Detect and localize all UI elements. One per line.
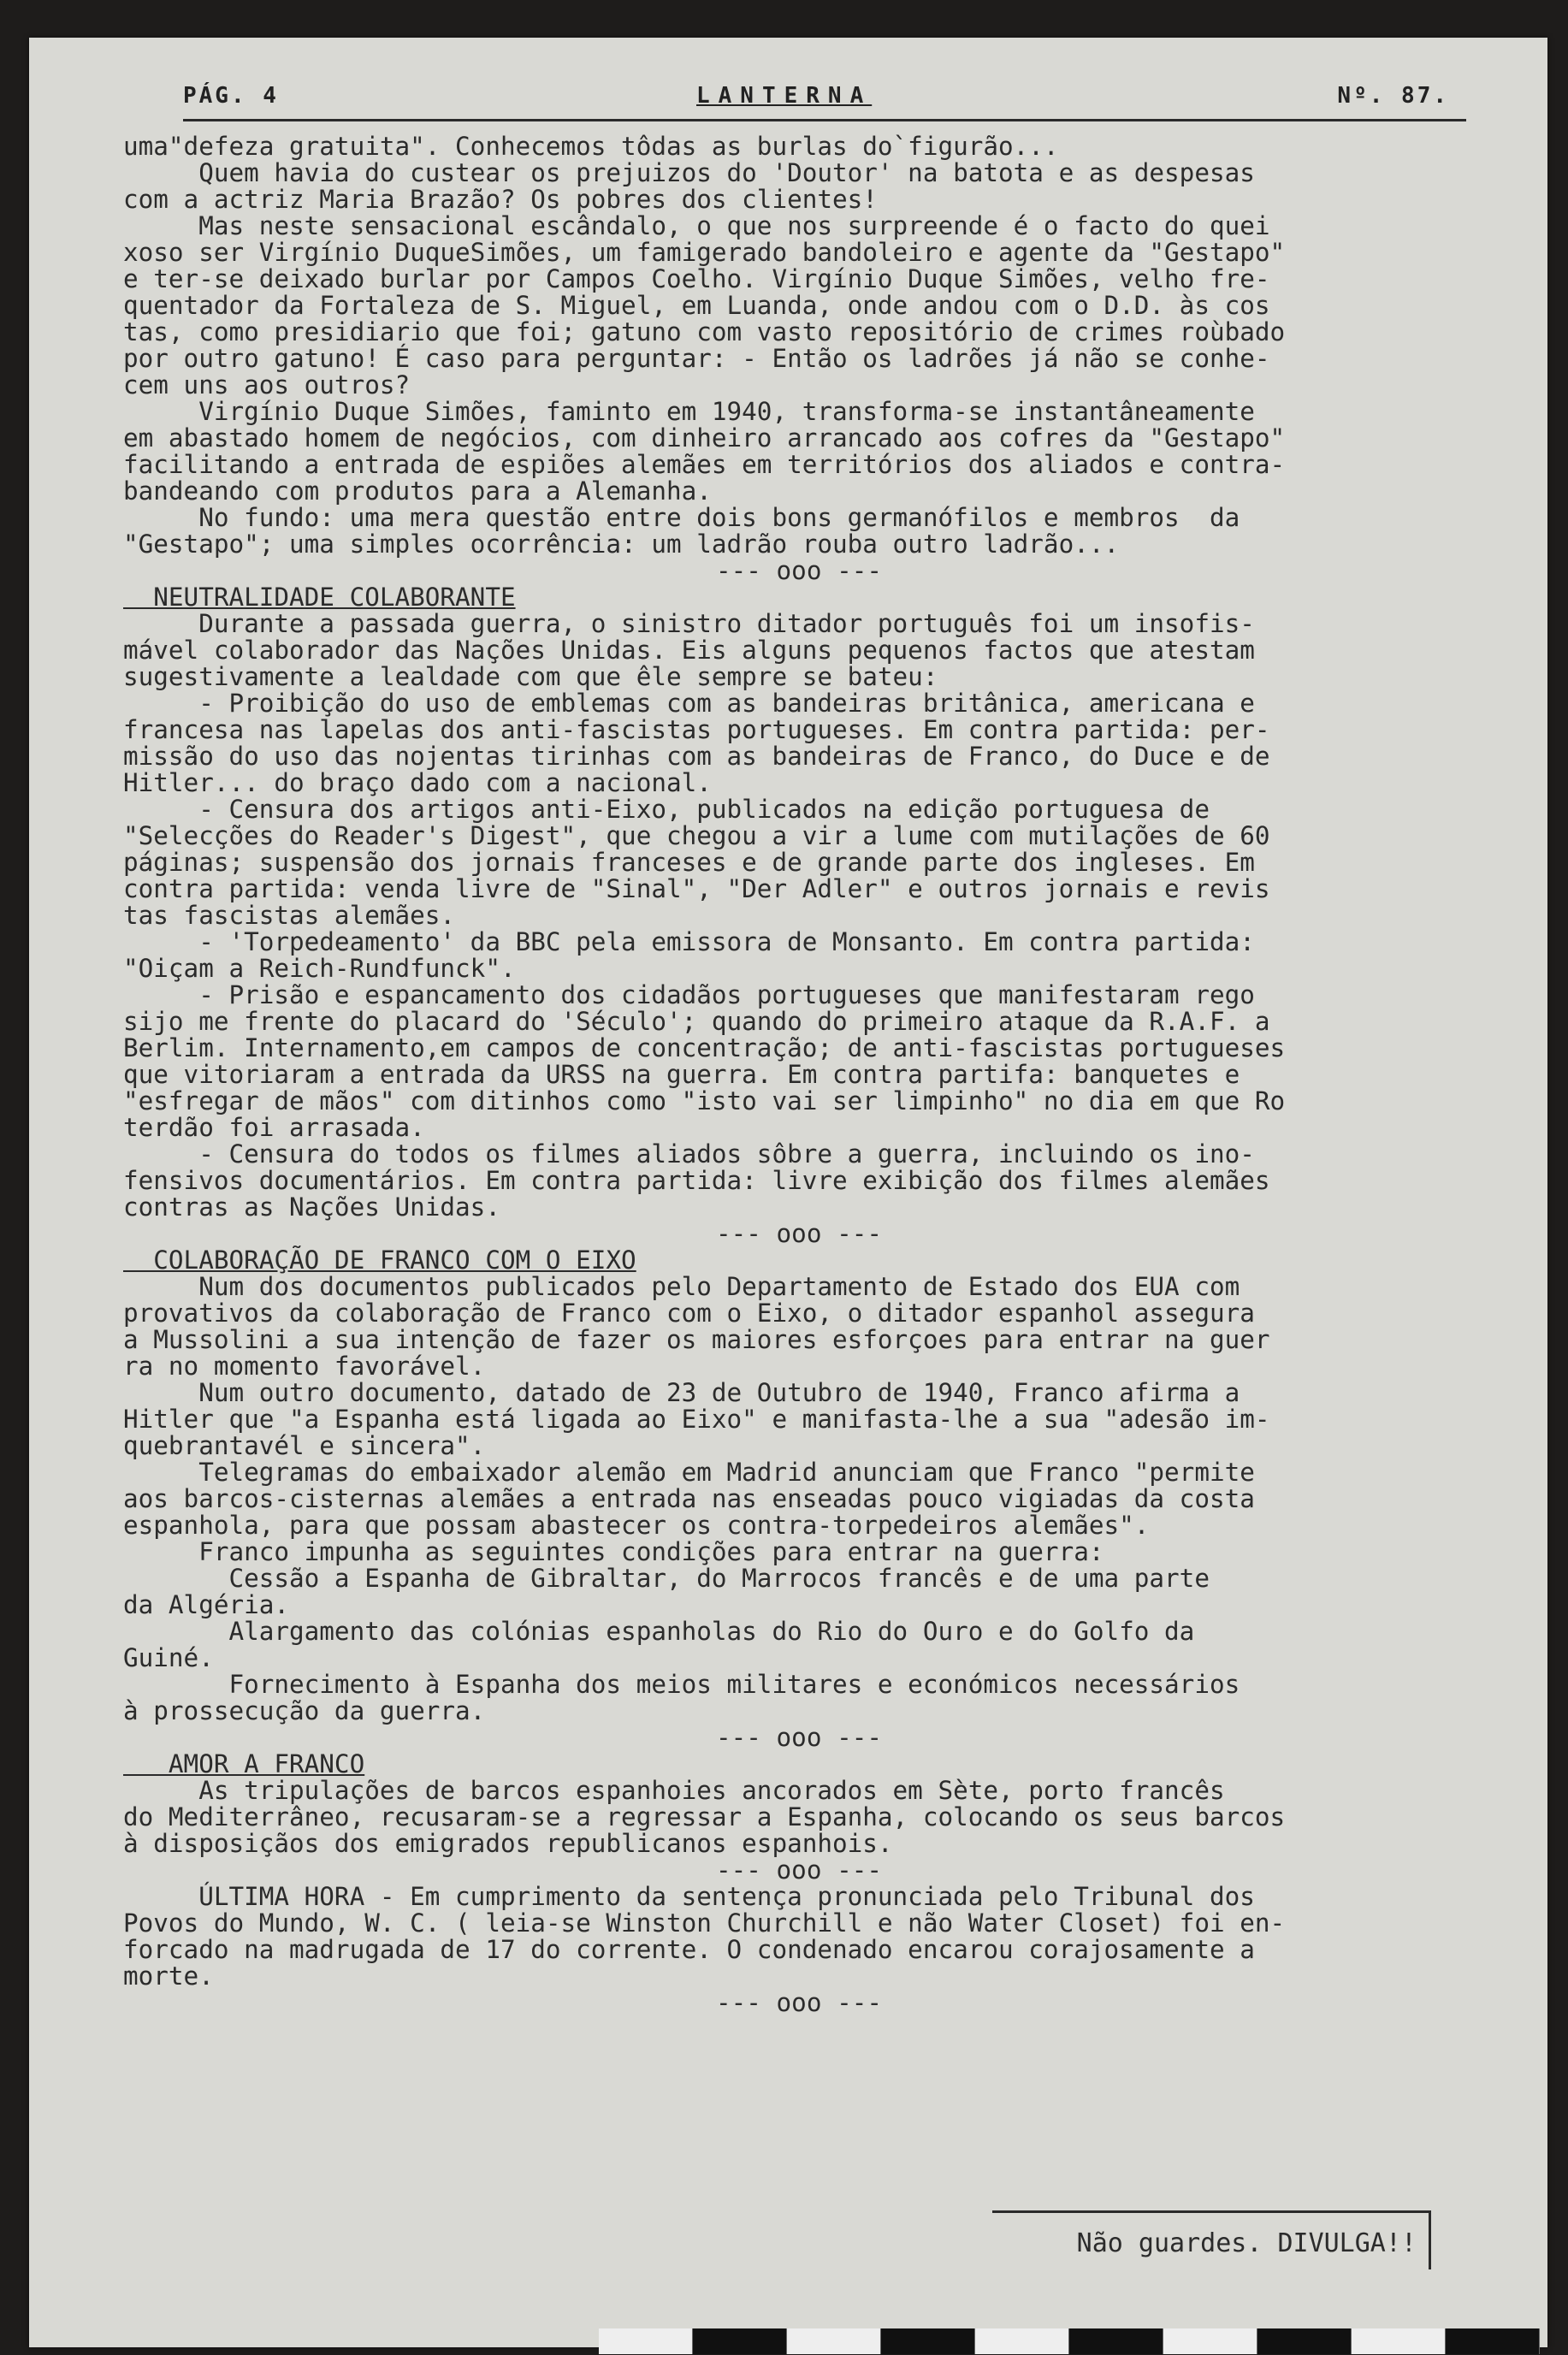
- section-separator: --- ooo ---: [715, 1219, 883, 1248]
- page-number: PÁG. 4: [183, 83, 279, 109]
- text-line: forcado na madrugada de 17 do corrente. O condenado encarou corajosamente a: [123, 1935, 1255, 1964]
- text-line: sijo me frente do placard do 'Século'; quando do primeiro ataque da R.A.F. a: [123, 1007, 1270, 1036]
- scale-segment: [975, 2328, 1069, 2354]
- text-line: - Censura dos artigos anti-Eixo, publicados na edição portuguesa de: [123, 795, 1210, 824]
- closing-text: Não guardes. DIVULGA!!: [1076, 2228, 1417, 2258]
- text-line: Quem havia do custear os prejuizos do 'Doutor' na batota e as despesas: [123, 158, 1255, 187]
- text-line: que vitoriaram a entrada da URSS na guerra. Em contra partifa: banquetes e: [123, 1060, 1240, 1089]
- section-separator: --- ooo ---: [715, 1723, 883, 1752]
- text-line: uma"defeza gratuita". Conhecemos tôdas as burlas do`figurão...: [123, 132, 1059, 161]
- scale-segment: [1446, 2328, 1540, 2354]
- text-line: missão do uso das nojentas tirinhas com as bandeiras de Franco, do Duce e de: [123, 742, 1270, 771]
- text-line: quentador da Fortaleza de S. Miguel, em Luanda, onde andou com o D.D. às cos: [123, 291, 1270, 320]
- section-heading: COLABORAÇÃO DE FRANCO COM O EIXO: [123, 1246, 636, 1275]
- text-line: contra partida: venda livre de "Sinal", "Der Adler" e outros jornais e revis: [123, 874, 1270, 903]
- text-line: ÚLTIMA HORA - Em cumprimento da sentença pronunciada pelo Tribunal dos: [123, 1882, 1255, 1911]
- text-line: em abastado homem de negócios, com dinheiro arrancado aos cofres da "Gestapo": [123, 423, 1286, 453]
- text-line: e ter-se deixado burlar por Campos Coelho. Virgínio Duque Simões, velho fre-: [123, 264, 1270, 293]
- page-header: [183, 76, 1466, 121]
- text-line: Alargamento das colónias espanholas do Rio do Ouro e do Golfo da: [123, 1617, 1195, 1646]
- text-line: "Gestapo"; uma simples ocorrência: um ladrão rouba outro ladrão...: [123, 530, 1120, 559]
- text-line: com a actriz Maria Brazão? Os pobres dos clientes!: [123, 185, 878, 214]
- text-line: por outro gatuno! É caso para perguntar: - Então os ladrões já não se conhe-: [123, 344, 1270, 373]
- text-line: "Selecções do Reader's Digest", que chegou a vir a lume com mutilações de 60: [123, 821, 1270, 850]
- text-line: mável colaborador das Nações Unidas. Eis alguns pequenos factos que atestam: [123, 636, 1255, 665]
- section-separator: --- ooo ---: [715, 1855, 883, 1885]
- text-line: - Prisão e espancamento dos cidadãos portugueses que manifestaram rego: [123, 980, 1255, 1009]
- scale-segment: [1069, 2328, 1163, 2354]
- text-line: - Censura do todos os filmes aliados sôbre a guerra, incluindo os ino-: [123, 1139, 1255, 1169]
- text-line: As tripulações de barcos espanhoies ancorados em Sète, porto francês: [123, 1776, 1225, 1805]
- text-line: aos barcos-cisternas alemães a entrada nas enseadas pouco vigiadas da costa: [123, 1484, 1255, 1513]
- text-line: Mas neste sensacional escândalo, o que nos surpreende é o facto do quei: [123, 211, 1270, 240]
- scale-segment: [881, 2328, 975, 2354]
- text-line: a Mussolini a sua intenção de fazer os maiores esforçoes para entrar na guer: [123, 1325, 1270, 1354]
- text-line: quebrantavél e sincera".: [123, 1431, 486, 1460]
- newspaper-title: LANTERNA: [696, 83, 873, 109]
- section-separator: --- ooo ---: [715, 1988, 883, 2017]
- text-line: páginas; suspensão dos jornais franceses e de grande parte dos ingleses. Em: [123, 848, 1255, 877]
- color-scale-bar: [599, 2328, 1540, 2354]
- section-heading: AMOR A FRANCO: [123, 1749, 365, 1778]
- text-line: Virgínio Duque Simões, faminto em 1940, transforma-se instantâneamente: [123, 397, 1255, 426]
- text-line: Durante a passada guerra, o sinistro ditador português foi um insofis-: [123, 609, 1255, 638]
- text-line: Fornecimento à Espanha dos meios militares e económicos necessários: [123, 1670, 1240, 1699]
- issue-number: Nº. 87.: [1337, 83, 1449, 109]
- scale-segment: [693, 2328, 787, 2354]
- text-line: fensivos documentários. Em contra partida: livre exibição dos filmes alemães: [123, 1166, 1270, 1195]
- text-line: Num outro documento, datado de 23 de Outubro de 1940, Franco afirma a: [123, 1378, 1240, 1407]
- text-line: do Mediterrâneo, recusaram-se a regressar a Espanha, colocando os seus barcos: [123, 1802, 1286, 1831]
- text-line: Guiné.: [123, 1643, 214, 1672]
- text-line: ra no momento favorável.: [123, 1352, 486, 1381]
- text-line: espanhola, para que possam abastecer os contra-torpedeiros alemães".: [123, 1511, 1150, 1540]
- text-line: da Algéria.: [123, 1590, 290, 1619]
- page-body: [123, 133, 1475, 2016]
- text-line: bandeando com produtos para a Alemanha.: [123, 476, 712, 506]
- scale-segment: [1352, 2328, 1446, 2354]
- text-line: Hitler que "a Espanha está ligada ao Eixo" e manifasta-lhe a sua "adesão im-: [123, 1405, 1270, 1434]
- section-separator: --- ooo ---: [715, 556, 883, 585]
- text-line: Telegramas do embaixador alemão em Madrid anunciam que Franco "permite: [123, 1458, 1255, 1487]
- closing-box: [992, 2210, 1431, 2269]
- text-line: terdão foi arrasada.: [123, 1113, 425, 1142]
- text-line: - Proibição do uso de emblemas com as bandeiras britânica, americana e: [123, 689, 1255, 718]
- text-line: morte.: [123, 1962, 214, 1991]
- text-line: Franco impunha as seguintes condições para entrar na guerra:: [123, 1537, 1104, 1566]
- text-line: contras as Nações Unidas.: [123, 1192, 500, 1222]
- text-line: à prossecução da guerra.: [123, 1696, 486, 1725]
- typewritten-page: [29, 38, 1547, 2347]
- section-heading: NEUTRALIDADE COLABORANTE: [123, 583, 516, 612]
- text-line: Povos do Mundo, W. C. ( leia-se Winston Churchill e não Water Closet) foi en-: [123, 1908, 1286, 1938]
- scale-segment: [599, 2328, 693, 2354]
- text-line: "Oiçam a Reich-Rundfunck".: [123, 954, 516, 983]
- text-line: Berlim. Internamento,em campos de concentração; de anti-fascistas portugueses: [123, 1033, 1286, 1062]
- text-line: tas, como presidiario que foi; gatuno com vasto repositório de crimes roùbado: [123, 317, 1286, 346]
- scale-segment: [1163, 2328, 1257, 2354]
- text-line: facilitando a entrada de espiões alemães em territórios dos aliados e contra-: [123, 450, 1286, 479]
- scale-segment: [1257, 2328, 1352, 2354]
- text-line: cem uns aos outros?: [123, 370, 411, 399]
- text-line: xoso ser Virgínio DuqueSimões, um famigerado bandoleiro e agente da "Gestapo": [123, 238, 1286, 267]
- text-line: provativos da colaboração de Franco com o Eixo, o ditador espanhol assegura: [123, 1299, 1255, 1328]
- text-line: No fundo: uma mera questão entre dois bons germanófilos e membros da: [123, 503, 1240, 532]
- text-line: - 'Torpedeamento' da BBC pela emissora de Monsanto. Em contra partida:: [123, 927, 1255, 956]
- text-line: "esfregar de mãos" com ditinhos como "isto vai ser limpinho" no dia em que Ro: [123, 1086, 1286, 1115]
- text-line: à disposiçãos dos emigrados republicanos espanhois.: [123, 1829, 893, 1858]
- text-line: Cessão a Espanha de Gibraltar, do Marrocos francês e de uma parte: [123, 1564, 1210, 1593]
- text-line: francesa nas lapelas dos anti-fascistas portugueses. Em contra partida: per-: [123, 715, 1270, 744]
- text-line: tas fascistas alemães.: [123, 901, 456, 930]
- text-line: sugestivamente a lealdade com que êle sempre se bateu:: [123, 662, 938, 691]
- text-line: Hitler... do braço dado com a nacional.: [123, 768, 712, 797]
- text-line: Num dos documentos publicados pelo Departamento de Estado dos EUA com: [123, 1272, 1240, 1301]
- scale-segment: [787, 2328, 881, 2354]
